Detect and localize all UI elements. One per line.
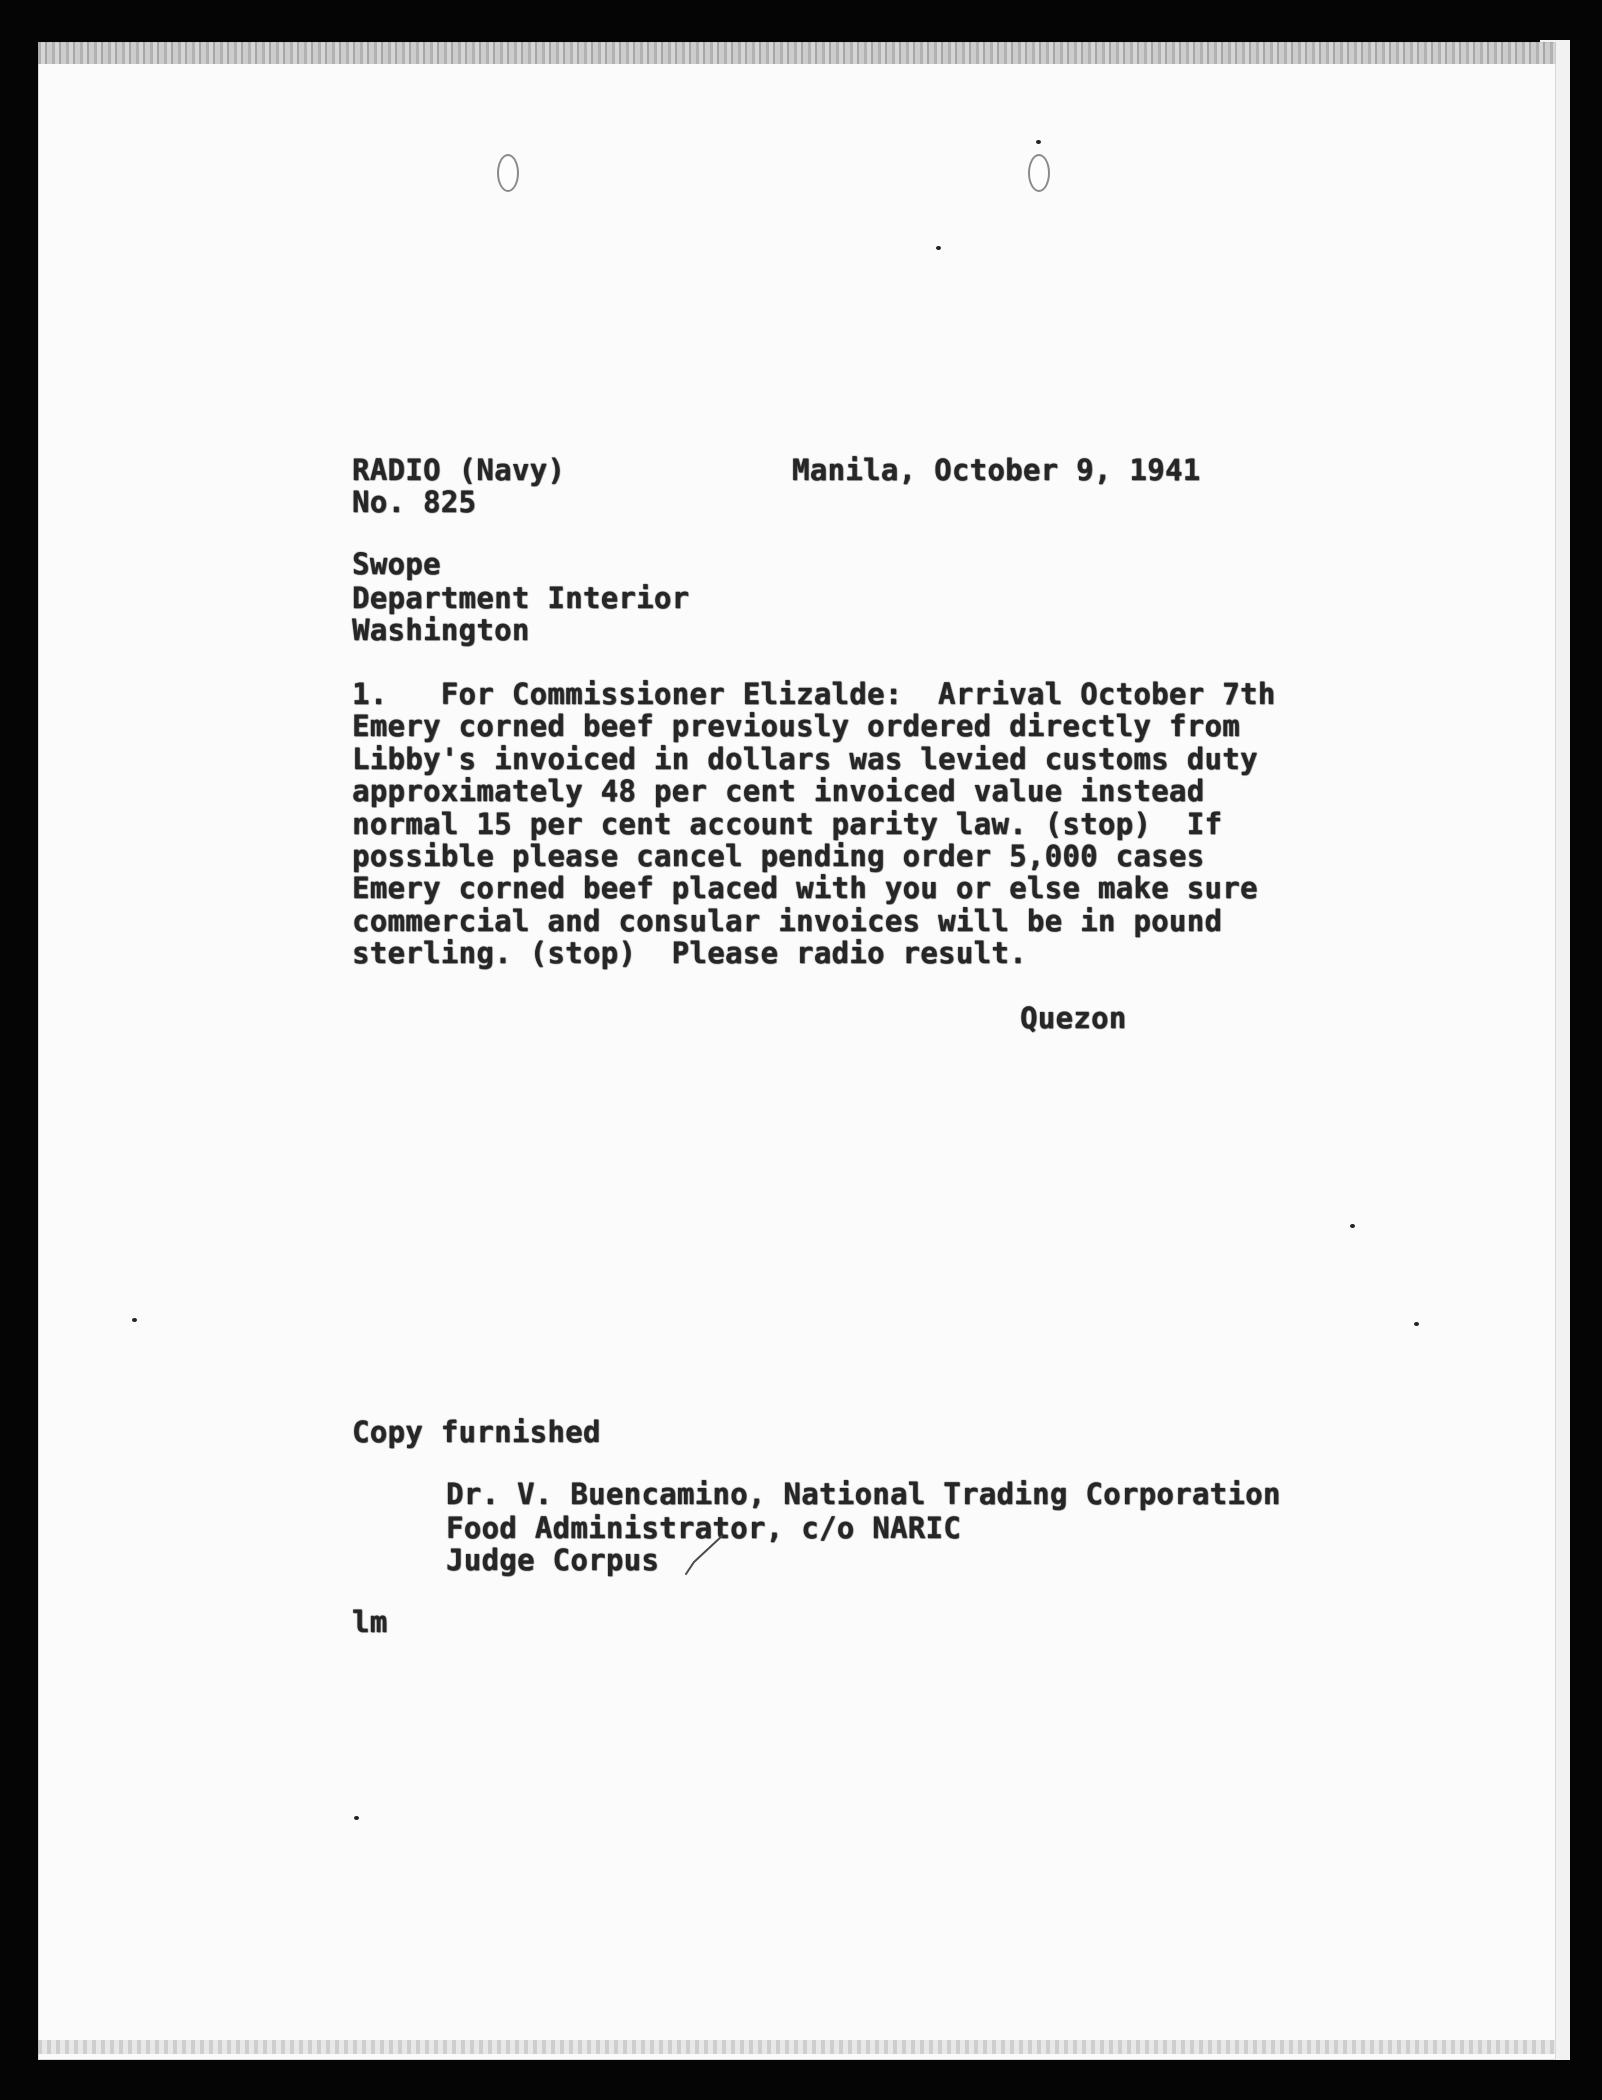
paper-speck: [354, 1816, 359, 1820]
body-line: possible please cancel pending order 5,000 cases: [352, 839, 1205, 874]
punch-hole-left: [497, 154, 519, 192]
paper-speck: [1350, 1224, 1355, 1228]
place-date: Manila, October 9, 1941: [792, 453, 1201, 487]
paper-top-edge: [38, 42, 1556, 64]
signature: Quezon: [1020, 1001, 1127, 1035]
body-line: approximately 48 per cent invoiced value instead: [352, 774, 1205, 809]
addressee-name: Swope: [352, 547, 441, 581]
transmission-type: RADIO (Navy): [352, 453, 566, 487]
addressee-department: Department Interior: [352, 581, 690, 615]
paper-speck: [1414, 1322, 1419, 1326]
paper-speck: [936, 246, 941, 250]
message-body: [352, 678, 1276, 970]
body-line: Emery corned beef placed with you or else make sure: [352, 871, 1258, 906]
body-line: Libby's invoiced in dollars was levied customs duty: [352, 741, 1258, 776]
letter-page: [38, 42, 1556, 2060]
copy-recipient: Food Administrator, c/o NARIC: [446, 1511, 962, 1545]
punch-hole-right: [1028, 154, 1050, 192]
paper-bottom-edge: [38, 2040, 1556, 2054]
paper-speck: [1036, 140, 1041, 144]
body-line: Emery corned beef previously ordered directly from: [352, 709, 1240, 744]
typist-initials: lm: [352, 1605, 388, 1639]
copy-furnished-label: Copy furnished: [352, 1415, 601, 1449]
addressee-city: Washington: [352, 613, 530, 647]
body-line: commercial and consular invoices will be in pound: [352, 903, 1223, 938]
copy-recipient: Dr. V. Buencamino, National Trading Corporation: [446, 1477, 1281, 1511]
body-line: sterling. (stop) Please radio result.: [352, 936, 1027, 971]
handwritten-check-mark: [684, 1532, 724, 1578]
copy-recipient: Judge Corpus: [446, 1543, 660, 1577]
paper-speck: [132, 1318, 137, 1322]
body-line: 1. For Commissioner Elizalde: Arrival October 7th: [352, 677, 1276, 711]
body-line: normal 15 per cent account parity law. (stop) If: [352, 806, 1223, 841]
message-number: No. 825: [352, 485, 477, 519]
